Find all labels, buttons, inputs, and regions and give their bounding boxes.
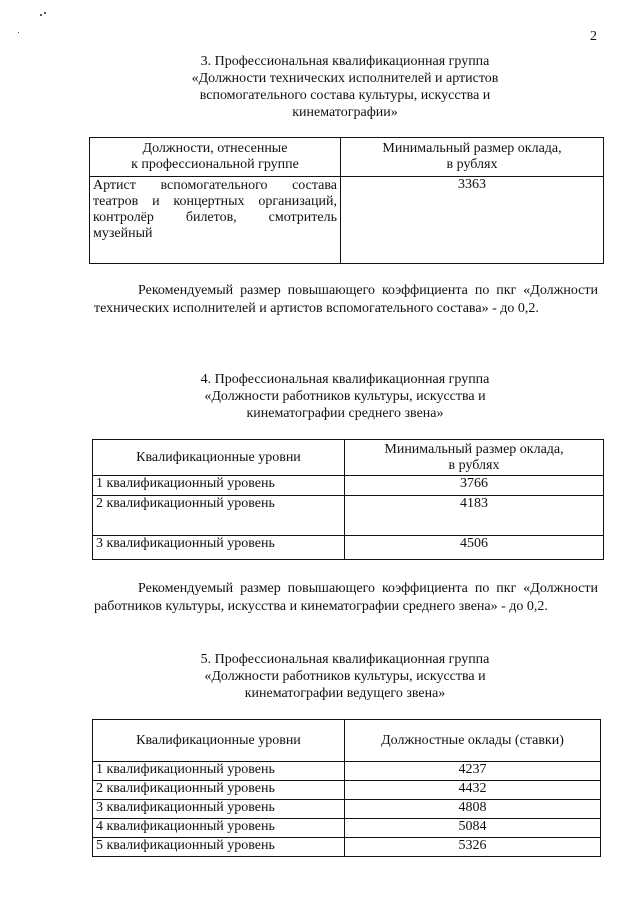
section4-title: 4. Профессиональная квалификационная группа «Должности работников культуры, искусства и кинематографии среднего звена» bbox=[200, 372, 490, 421]
scan-speck bbox=[40, 14, 42, 16]
table-row bbox=[93, 781, 601, 800]
level-cell: 2 квалификационный уровень bbox=[93, 781, 345, 800]
position-cell: Артист вспомогательного состава театров и концертных организаций, контролёр билетов, смотритель музейный bbox=[90, 177, 341, 264]
level-cell: 2 квалификационный уровень bbox=[93, 496, 345, 536]
scan-speck bbox=[44, 12, 46, 14]
level-cell: 5 квалификационный уровень bbox=[93, 838, 345, 857]
level-cell: 3 квалификационный уровень bbox=[93, 536, 345, 560]
section4-table bbox=[92, 439, 604, 560]
table-row bbox=[93, 819, 601, 838]
table-row bbox=[93, 476, 604, 496]
value-cell: 5084 bbox=[345, 819, 601, 838]
section5-title: 5. Профессиональная квалификационная группа «Должности работников культуры, искусства и кинематографии ведущего звена» bbox=[200, 652, 490, 701]
scan-speck bbox=[18, 32, 19, 33]
section3-recommendation: Рекомендуемый размер повышающего коэффициента по пкг «Должности технических исполнителей и артистов вспомогательного состава» - до 0,2. bbox=[94, 283, 598, 316]
table-row bbox=[93, 838, 601, 857]
header-cell: Квалификационные уровни bbox=[93, 440, 345, 476]
section3-table bbox=[89, 137, 604, 264]
section4-recommendation: Рекомендуемый размер повышающего коэффициента по пкг «Должности работников культуры, искусства и кинематографии среднего звена» - до 0,2. bbox=[94, 581, 598, 614]
level-cell: 3 квалификационный уровень bbox=[93, 800, 345, 819]
value-cell: 4808 bbox=[345, 800, 601, 819]
value-cell: 3363 bbox=[341, 177, 604, 264]
level-cell: 4 квалификационный уровень bbox=[93, 819, 345, 838]
header-cell: Должности, отнесенные к профессиональной группе bbox=[90, 138, 341, 177]
table-row bbox=[93, 800, 601, 819]
header-cell: Минимальный размер оклада, в рублях bbox=[341, 138, 604, 177]
level-cell: 1 квалификационный уровень bbox=[93, 762, 345, 781]
section3-title: 3. Профессиональная квалификационная группа «Должности технических исполнителей и артистов вспомогательного состава культуры, искусства и кинематографии» bbox=[191, 54, 499, 120]
section5-table bbox=[92, 719, 601, 857]
value-cell: 5326 bbox=[345, 838, 601, 857]
table-row bbox=[90, 177, 604, 264]
value-cell: 4506 bbox=[345, 536, 604, 560]
value-cell: 3766 bbox=[345, 476, 604, 496]
table-header-row bbox=[90, 138, 604, 177]
table-row bbox=[93, 496, 604, 536]
value-cell: 4432 bbox=[345, 781, 601, 800]
header-cell: Должностные оклады (ставки) bbox=[345, 720, 601, 762]
table-row bbox=[93, 762, 601, 781]
header-cell: Квалификационные уровни bbox=[93, 720, 345, 762]
level-cell: 1 квалификационный уровень bbox=[93, 476, 345, 496]
table-header-row bbox=[93, 440, 604, 476]
table-header-row bbox=[93, 720, 601, 762]
value-cell: 4183 bbox=[345, 496, 604, 536]
value-cell: 4237 bbox=[345, 762, 601, 781]
table-row bbox=[93, 536, 604, 560]
page-number: 2 bbox=[590, 29, 597, 44]
header-cell: Минимальный размер оклада, в рублях bbox=[345, 440, 604, 476]
